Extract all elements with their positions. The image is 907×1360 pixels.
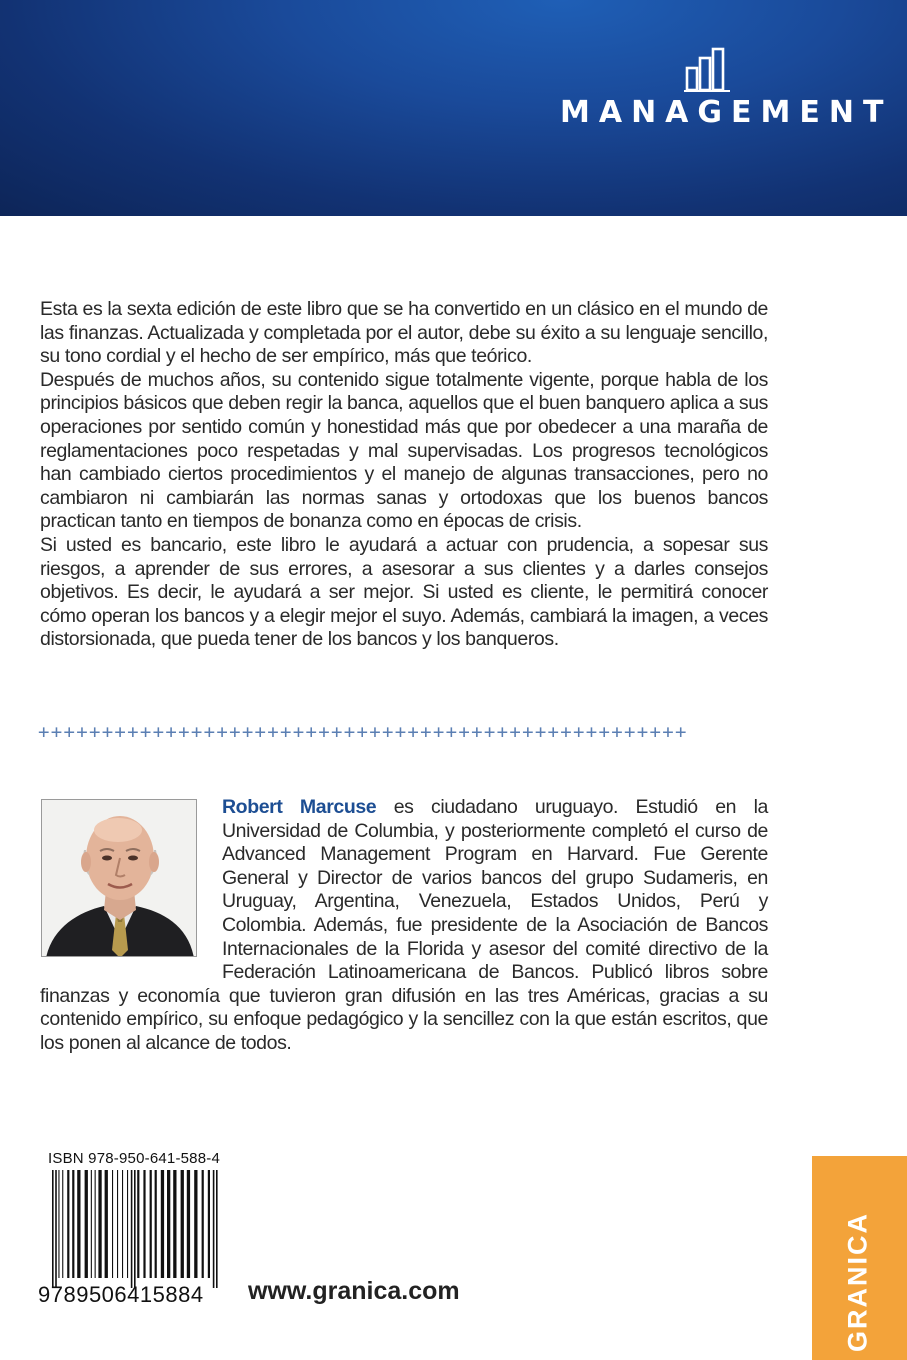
author-bio-text: es ciudadano uruguayo. Estudió en la Universidad de Columbia, y posteriormente completó el curso de Advanced Management Program en Harvard. Fue Gerente General y Director de varios bancos del grupo Sudameris, en Uruguay, Argentina, Venezuela, Estados Unidos, Perú y Colombia. Además, fue presidente de la Asociación de Bancos Internacionales de la Florida y asesor del comité directivo de la Federación Latinoamericana de Bancos. Publicó libros sobre finanzas y economía que tuvieron gran difusión en las tres Américas, gracias a su contenido empírico, su enfoque pedagógico y la sencillez con la que están escritos, que los ponen al alcance de todos. [40,796,768,1054]
publisher-name: GRANICA [842,1212,873,1352]
management-series-logo [560,46,893,136]
author-name: Robert Marcuse [222,796,377,818]
series-name: MANAGEMENT [560,95,893,130]
publisher-website: www.granica.com [248,1277,460,1305]
cover-header-band [0,0,907,216]
author-photo [41,799,197,957]
building-columns-icon [684,46,734,92]
description-paragraph: Si usted es bancario, este libro le ayudará a actuar con prudencia, a sopesar sus riesgos, a aprender de sus errores, a asesorar a sus clientes y a darles consejos objetivos. Es decir, le ayudará a ser mejor. Si usted es cliente, le permitirá conocer cómo operan los bancos y a elegir mejor el suyo. Además, cambiará la imagen, a veces distorsionada, que pueda tener de los bancos y los banqueros. [40,533,768,651]
isbn-label: ISBN 978-950-641-588-4 [48,1150,221,1167]
barcode-number: 9789506415884 [38,1282,204,1307]
description-paragraph: Después de muchos años, su contenido sigue totalmente vigente, porque habla de los principios básicos que deben regir la banca, aquellos que el buen banquero aplica a sus operaciones por sentido común y honestidad más que por obedecer a una maraña de reglamentaciones poco respetadas y mal supervisadas. Los progresos tecnológicos han cambiado ciertos procedimientos y el manejo de algunas transacciones, pero no cambiaron ni cambiarán las normas sanas y ortodoxas que los buenos bancos practican tanto en tiempos de bonanza como en épocas de crisis. [40,368,768,533]
description-paragraph: Esta es la sexta edición de este libro que se ha convertido en un clásico en el mundo de las finanzas. Actualizada y completada por el autor, debe su éxito a su lenguaje sencillo, su tono cordial y el hecho de ser empírico, más que teórico. [40,298,768,368]
plus-sign-divider: +++++++++++++++++++++++++++++++++++++++++++++++++++ [38,721,688,743]
author-portrait-illustration [42,800,197,957]
book-description [40,298,768,652]
